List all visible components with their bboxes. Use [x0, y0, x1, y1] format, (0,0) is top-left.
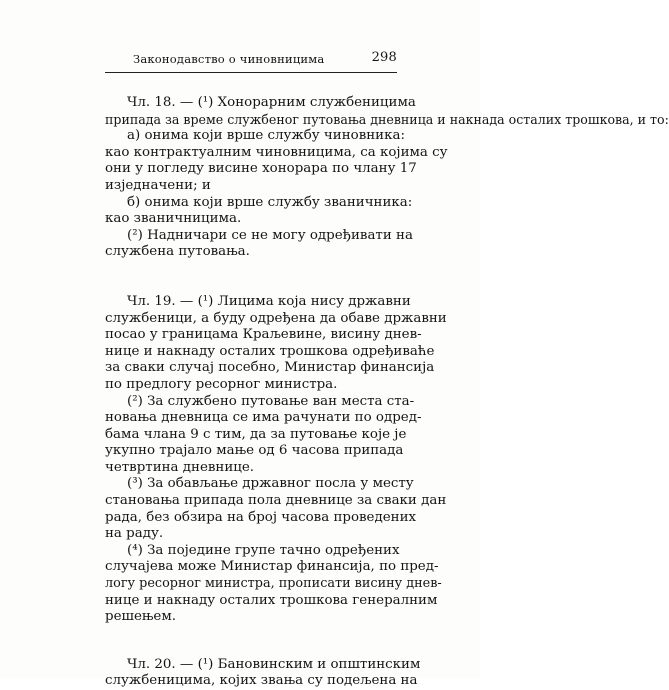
article-spacer: [105, 261, 397, 294]
paragraph-line: рада, без обзира на број часова проведених: [105, 509, 417, 525]
paragraph-line: за сваки случај посебно, Министар финансија: [105, 360, 435, 376]
header-rule: [105, 72, 397, 73]
paragraph-line: они у погледу висине хонорара по члану 17: [105, 161, 417, 177]
paragraph-line: решењем.: [105, 609, 176, 625]
paragraph-line: четвртина дневнице.: [105, 459, 255, 475]
paragraph-line: нице и накнаду осталих трошкова одређиваће: [105, 343, 435, 359]
paragraph-line: као званичницима.: [105, 211, 242, 227]
paragraph-line: службеници, а буду одређена да обаве државни: [105, 310, 447, 326]
page-number: 298: [371, 50, 397, 65]
body-text: [105, 95, 669, 690]
running-head: [105, 50, 397, 68]
article-19: [105, 293, 447, 626]
paragraph-line: припада за време службеног путовања дневница и накнада осталих трошкова, и то:: [105, 111, 669, 127]
paragraph-line: Чл. 18. — (¹) Хонорарним службеницима: [127, 95, 416, 110]
paragraph-line: бама члана 9 с тим, да за путовање које је: [105, 426, 407, 442]
paragraph-line: (⁴) За поједине групе тачно одређених: [127, 542, 400, 558]
paragraph-line: новања дневница се има рачунати по одред-: [105, 410, 422, 426]
paragraph-line: а) онима који врше службу чиновника:: [127, 128, 405, 144]
paragraph-line: по предлогу ресорног министра.: [105, 376, 338, 392]
paragraph-line: (²) Надничари се не могу одређивати на: [127, 227, 413, 243]
article-20: [105, 656, 421, 690]
paragraph-line: службеницима, којих звања су подељена на: [105, 673, 418, 689]
paragraph-line: логу ресорног министра, прописати висину днев-: [105, 576, 442, 592]
paragraph-line: случајева може Министар финансија, по пред-: [105, 559, 439, 575]
paragraph-line: нице и накнаду осталих трошкова генералним: [105, 592, 438, 608]
paragraph-line: укупно трајало мање од 6 часова припада: [105, 443, 404, 459]
paragraph-line: (³) За обављање државног посла у месту: [127, 476, 414, 492]
paragraph-line: Чл. 19. — (¹) Лицима која нису државни: [127, 293, 411, 309]
paragraph-line: као контрактуалним чиновницима, са којима су: [105, 144, 448, 160]
paragraph-line: становања припада пола дневнице за сваки дан: [105, 493, 447, 509]
paragraph-line: на раду.: [105, 526, 164, 542]
paragraph-line: посао у границама Краљевине, висину днев-: [105, 327, 422, 343]
paragraph-line: б) онима који врше службу званичника:: [127, 194, 413, 210]
paragraph-line: Чл. 20. — (¹) Бановинским и општинским: [127, 656, 421, 672]
paragraph-line: (²) За службено путовање ван места ста-: [127, 393, 415, 409]
article-18: [105, 95, 669, 261]
article-spacer: [105, 626, 397, 657]
paragraph-line: службена путовања.: [105, 244, 250, 260]
running-title: Законодавство о чиновницима: [133, 52, 325, 66]
paragraph-line: изједначени; и: [105, 177, 211, 193]
